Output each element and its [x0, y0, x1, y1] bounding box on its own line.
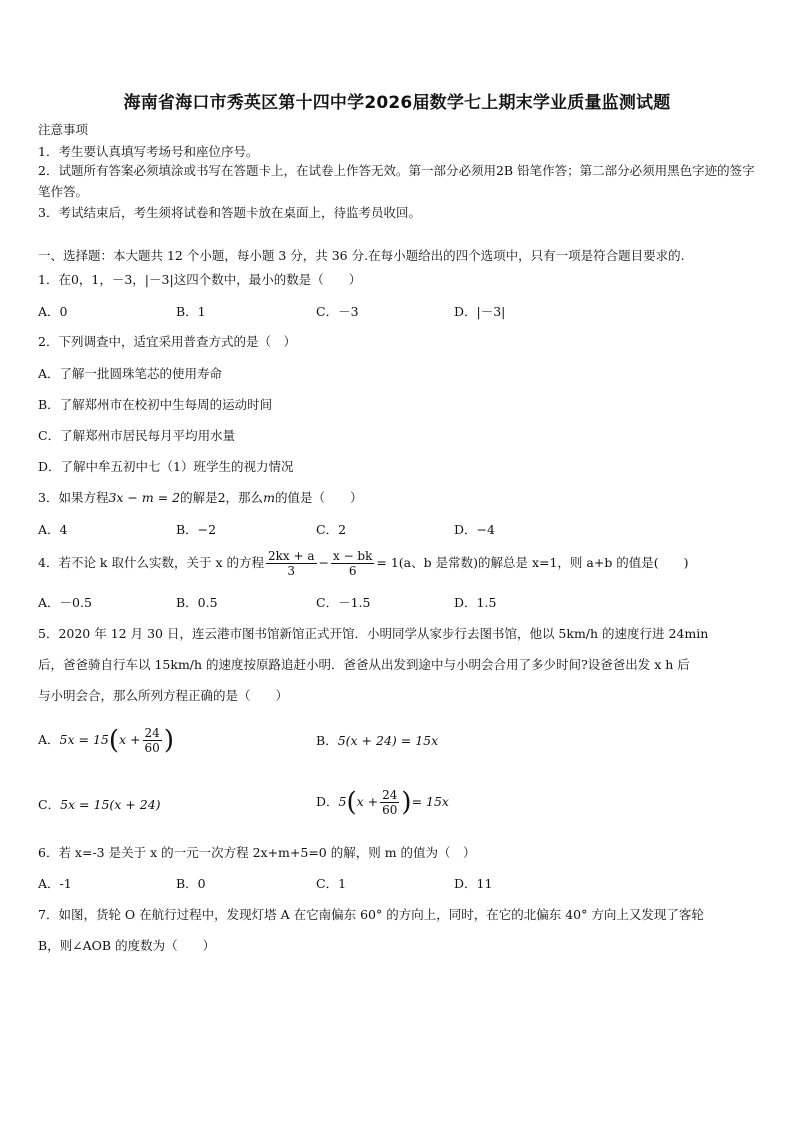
equation: = 15x	[411, 794, 449, 809]
option-a[interactable]: A．－0.5	[38, 595, 92, 610]
notice-item: 2．试题所有答案必须填涂或书写在答题卡上，在试卷上作答无效。第一部分必须用2B 铅笔作答；第二部分必须用黑色字迹的签字笔作答。	[38, 163, 755, 199]
stem-text: 的值是（ ）	[274, 490, 363, 505]
paren: (	[346, 787, 357, 818]
option-b[interactable]: B．了解郑州市在校初中生每周的运动时间	[38, 397, 273, 412]
equation: 5	[338, 794, 347, 809]
option-d[interactable]: D．1.5	[454, 595, 497, 610]
option-b[interactable]: B．0	[176, 876, 206, 891]
option-c[interactable]: C．2	[316, 522, 347, 537]
equation: x +	[119, 732, 141, 747]
numerator: 24	[382, 788, 398, 802]
option-c[interactable]: C．－3	[316, 304, 359, 319]
notice-item: 3．考试结束后，考生须将试卷和答题卡放在桌面上，待监考员收回。	[38, 205, 421, 220]
question-stem: B，则∠AOB 的度数为（ ）	[38, 938, 216, 953]
stem-text: 4．若不论 k 取什么实数，关于 x 的方程	[38, 555, 264, 570]
option-a[interactable]	[38, 720, 174, 761]
denominator: 60	[144, 741, 160, 755]
paren: )	[401, 787, 412, 818]
notice-item: 1．考生要认真填写考场号和座位序号。	[38, 144, 259, 159]
fraction	[380, 788, 399, 817]
denominator: 60	[382, 803, 398, 817]
question-stem: 与小明会合，那么所列方程正确的是（ ）	[38, 688, 289, 703]
option-a[interactable]: A．4	[38, 522, 68, 537]
stem-text: (a、b 是常数)的解总是 x=1，则 a+b 的值是( )	[398, 555, 689, 570]
option-a[interactable]: A．0	[38, 304, 68, 319]
numerator: 2kx + a	[267, 549, 315, 563]
equation: 3x − m = 2	[108, 490, 181, 505]
notice-heading: 注意事项	[38, 122, 89, 137]
denominator: 3	[287, 564, 296, 578]
equation: x +	[356, 794, 379, 809]
option-b[interactable]	[316, 733, 438, 749]
denominator: 6	[348, 564, 357, 578]
equation: 5x = 15(x + 24)	[60, 797, 161, 812]
equation: 5(x + 24) = 15x	[337, 733, 439, 748]
option-c[interactable]: C．－1.5	[316, 595, 371, 610]
equation-rhs: = 1	[376, 555, 399, 570]
operator: −	[318, 555, 329, 570]
page-title: 海南省海口市秀英区第十四中学2026届数学七上期末学业质量监测试题	[123, 93, 671, 113]
question-stem: 1．在0，1，－3，|－3|这四个数中，最小的数是（ ）	[38, 272, 362, 287]
variable: m	[263, 490, 275, 505]
numerator: x − bk	[332, 549, 373, 563]
option-label: A．	[38, 732, 60, 747]
question-stem: 6．若 x=-3 是关于 x 的一元一次方程 2x+m+5=0 的解，则 m 的值为（ ）	[38, 845, 476, 860]
option-d[interactable]: D．了解中牟五初中七（1）班学生的视力情况	[38, 459, 294, 474]
option-d[interactable]	[316, 782, 449, 823]
fraction	[143, 726, 162, 755]
question-stem: 5．2020 年 12 月 30 日，连云港市图书馆新馆正式开馆．小明同学从家步行去图书馆，他以 5km/h 的速度行进 24min	[38, 626, 709, 641]
question-stem: 7．如图，货轮 O 在航行过程中，发现灯塔 A 在它南偏东 60° 的方向上，同时，在它的北偏东 40° 方向上又发现了客轮	[38, 907, 704, 922]
numerator: 24	[144, 726, 160, 740]
option-label: B．	[316, 733, 338, 748]
paren: (	[108, 725, 120, 756]
question-stem	[38, 490, 362, 506]
stem-text: 的解是2，那么	[180, 490, 264, 505]
option-d[interactable]: D．−4	[454, 522, 495, 537]
stem-text: 3．如果方程	[38, 490, 109, 505]
option-c[interactable]: C．了解郑州市居民每月平均用水量	[38, 428, 236, 443]
question-stem: 后，爸爸骑自行车以 15km/h 的速度按原路追赶小明．爸爸从出发到途中与小明会合用了多少时间?设爸爸出发 x h 后	[38, 657, 690, 672]
option-d[interactable]: D．11	[454, 876, 493, 891]
fraction	[331, 549, 374, 578]
option-a[interactable]: A．了解一批圆珠笔芯的使用寿命	[38, 366, 223, 381]
question-stem: 2．下列调查中，适宜采用普查方式的是（ ）	[38, 334, 296, 349]
fraction	[266, 549, 317, 578]
section-heading: 一、选择题：本大题共 12 个小题，每小题 3 分，共 36 分.在每小题给出的四个选项中，只有一项是符合题目要求的.	[38, 248, 685, 263]
option-c[interactable]: C．1	[316, 876, 347, 891]
option-b[interactable]: B．−2	[176, 522, 217, 537]
option-c[interactable]	[38, 797, 161, 813]
equation: 5x = 15	[59, 732, 109, 747]
option-b[interactable]: B．1	[176, 304, 206, 319]
option-b[interactable]: B．0.5	[176, 595, 218, 610]
option-label: D．	[316, 794, 339, 809]
question-stem	[38, 546, 689, 580]
paren: )	[163, 725, 174, 756]
option-label: C．	[38, 797, 61, 812]
option-a[interactable]: A．-1	[38, 876, 72, 891]
option-d[interactable]: D．|－3|	[454, 304, 506, 319]
